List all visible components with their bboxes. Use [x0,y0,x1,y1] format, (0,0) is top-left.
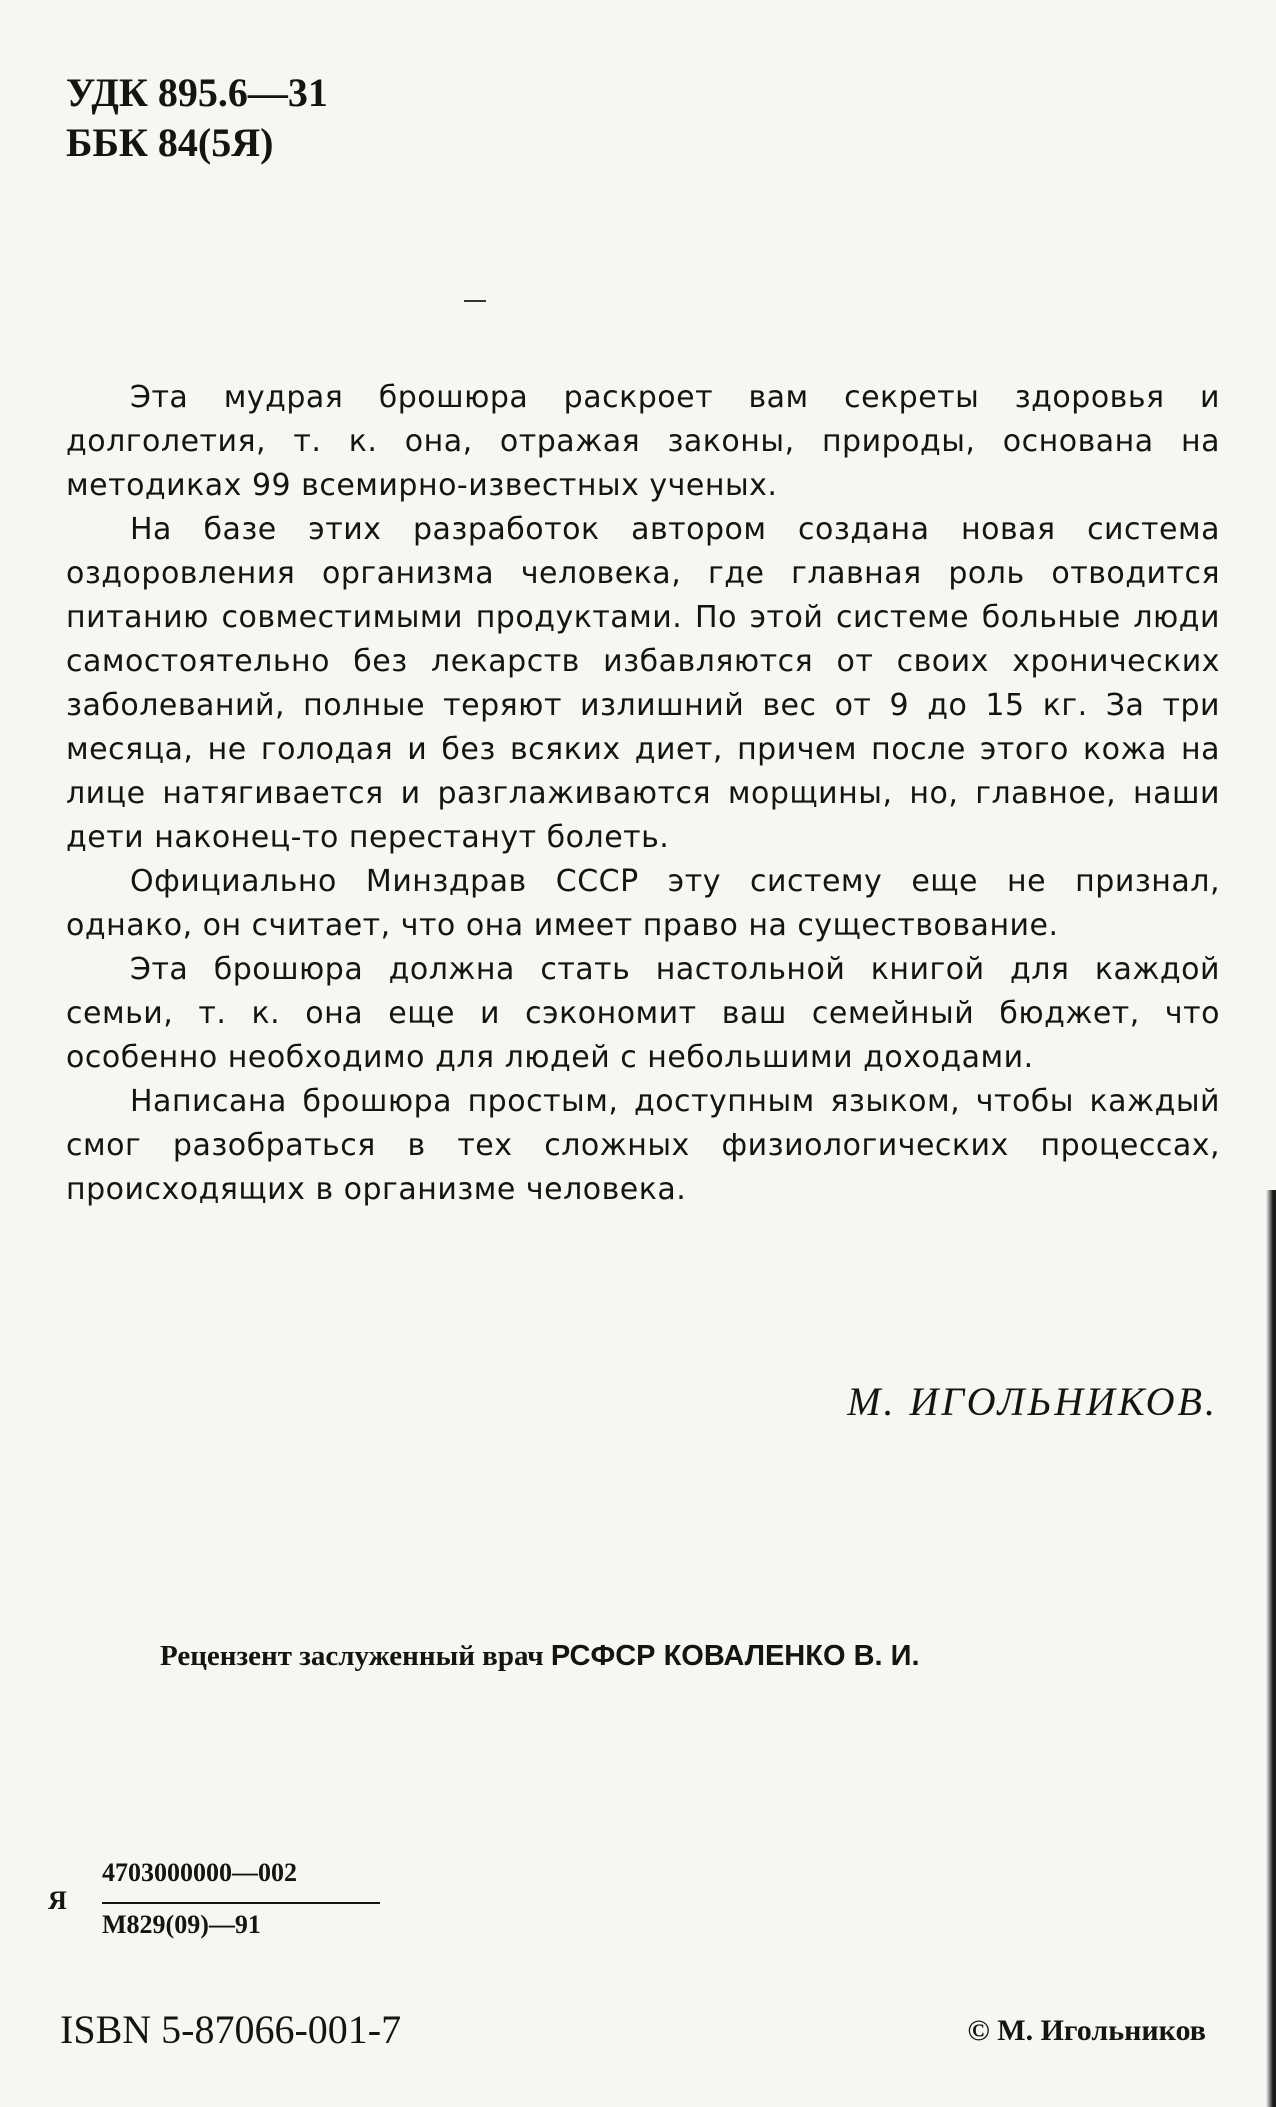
author-signature: М. ИГОЛЬНИКОВ. [847,1379,1218,1424]
fraction-line [102,1902,380,1904]
reviewer-line [160,1640,1120,1673]
paragraph: Официально Минздрав СССР эту систему еще не признал, однако, он считает, что она имеет право на существование. [66,864,1220,943]
paragraph: Эта брошюра должна стать настольной книгой для каждой семьи, т. к. она еще и сэкономит ваш семейный бюджет, что особенно необходимо для людей с небольшими доходами. [66,952,1220,1075]
index-letter: Я [48,1886,67,1915]
index-numerator: 4703000000—002 [102,1858,297,1887]
copyright-holder: М. Игольников [997,2014,1206,2047]
classification-block [66,68,328,168]
reviewer-prefix: Рецензент заслуженный врач [160,1640,544,1672]
publication-index [48,1858,388,1942]
paragraph: На базе этих разработок автором создана новая система оздоровления организма человека, где главная роль отводится питанию совместимыми продуктами. По этой системе больные люди самостоятельно без лекарств избавляются от своих хронических заболеваний, полные теряют излишний вес от 9 до 15 кг. За три месяца, не голодая и без всяких диет, причем после этого кожа на лице натягивается и разглаживаются морщины, но, главное, наши дети наконец-то перестанут болеть. [66,512,1220,855]
copyright-notice [967,2014,1206,2048]
bbk-code: ББК 84(5Я) [66,120,274,165]
divider-dash [464,300,486,302]
annotation-text [66,376,1220,1212]
index-denominator: М829(09)—91 [102,1910,261,1939]
isbn-number: ISBN 5-87066-001-7 [60,2007,402,2052]
page-edge-shadow [1266,1190,1276,2107]
udk-code: УДК 895.6—31 [66,70,328,115]
reviewer-name: РСФСР КОВАЛЕНКО В. И. [550,1640,920,1672]
paragraph: Эта мудрая брошюра раскроет вам секреты здоровья и долголетия, т. к. она, отражая законы, природы, основана на методиках 99 всемирно-известных ученых. [66,380,1220,503]
paragraph: Написана брошюра простым, доступным языком, чтобы каждый смог разобраться в тех сложных физиологических процессах, происходящих в организме человека. [66,1084,1220,1207]
copyright-icon: © [967,2014,990,2047]
